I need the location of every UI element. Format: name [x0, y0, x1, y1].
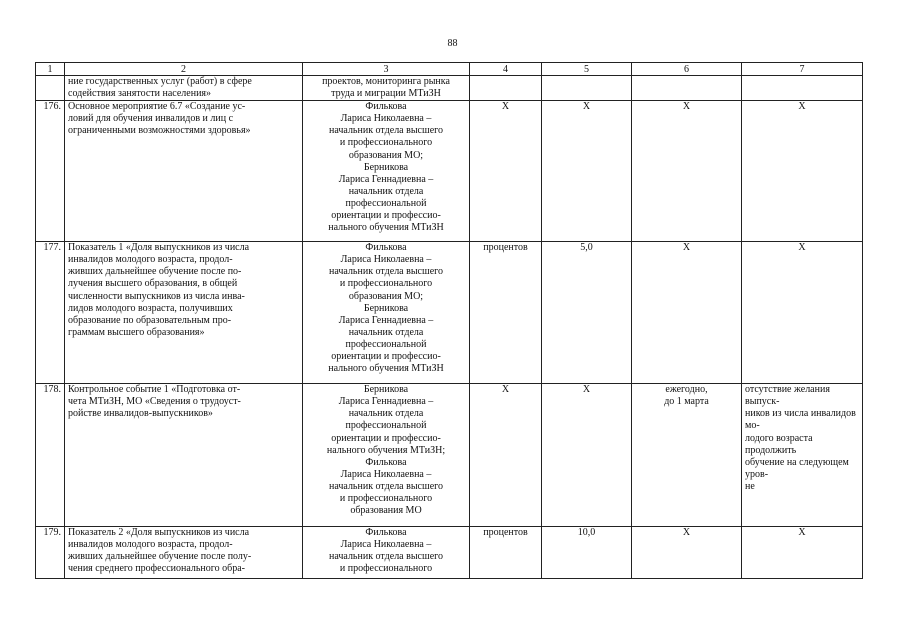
- plan-table: [35, 62, 863, 579]
- header-col-5: 5: [542, 63, 632, 76]
- row-unit: Х: [470, 101, 542, 242]
- row-deadline: Х: [632, 527, 742, 579]
- row-number: 178.: [36, 384, 65, 527]
- row-responsible: Филькова Лариса Николаевна – начальник отдела высшего и профессионального образования МО; Берникова Лариса Геннадиевна – начальник отдела профессиональной ориентации и профессио- нального обучения МТиЗН: [303, 242, 470, 384]
- table-row: [36, 384, 863, 527]
- row-deadline: Х: [632, 101, 742, 242]
- row-value: 10,0: [542, 527, 632, 579]
- header-col-7: 7: [742, 63, 863, 76]
- row-number: 177.: [36, 242, 65, 384]
- header-row: [36, 63, 863, 76]
- row-responsible: Филькова Лариса Николаевна – начальник отдела высшего и профессионального: [303, 527, 470, 579]
- table-row: [36, 242, 863, 384]
- row-result: Х: [742, 242, 863, 384]
- row-name: Контрольное событие 1 «Подготовка от- чета МТиЗН, МО «Сведения о трудоуст- ройстве инвалидов-выпускников»: [65, 384, 303, 527]
- continuation-num: [36, 76, 65, 101]
- continuation-name: ние государственных услуг (работ) в сфере содействия занятости населения»: [65, 76, 303, 101]
- row-deadline: ежегодно, до 1 марта: [632, 384, 742, 527]
- continuation-value: [542, 76, 632, 101]
- row-result: отсутствие желания выпуск- ников из числа инвалидов мо- лодого возраста продолжить обучение на следующем уров- не: [742, 384, 863, 527]
- row-value: 5,0: [542, 242, 632, 384]
- row-name: Показатель 1 «Доля выпускников из числа инвалидов молодого возраста, продол- живших дальнейшее обучение после по- лучения высшего образования, в общей численности выпускников из числа инва- лидов молодого возраста, получивших образование по образовательным про- граммам высшего образования»: [65, 242, 303, 384]
- header-col-6: 6: [632, 63, 742, 76]
- row-responsible: Филькова Лариса Николаевна – начальник отдела высшего и профессионального образования МО; Берникова Лариса Геннадиевна – начальник отдела профессиональной ориентации и профессио- нального обучения МТиЗН: [303, 101, 470, 242]
- table-row: [36, 101, 863, 242]
- row-responsible: Берникова Лариса Геннадиевна – начальник отдела профессиональной ориентации и профессио- нального обучения МТиЗН; Филькова Лариса Николаевна – начальник отдела высшего и профессионального образования МО: [303, 384, 470, 527]
- continuation-row: [36, 76, 863, 101]
- row-value: Х: [542, 101, 632, 242]
- table-row: [36, 527, 863, 579]
- row-name: Показатель 2 «Доля выпускников из числа инвалидов молодого возраста, продол- живших дальнейшее обучение после полу- чения среднего профессионального обра-: [65, 527, 303, 579]
- row-number: 176.: [36, 101, 65, 242]
- continuation-result: [742, 76, 863, 101]
- page-number: 88: [447, 38, 458, 49]
- row-name: Основное мероприятие 6.7 «Создание ус- ловий для обучения инвалидов и лиц с ограниченными возможностями здоровья»: [65, 101, 303, 242]
- continuation-deadline: [632, 76, 742, 101]
- header-col-1: 1: [36, 63, 65, 76]
- row-value: Х: [542, 384, 632, 527]
- row-result: Х: [742, 101, 863, 242]
- row-unit: процентов: [470, 242, 542, 384]
- header-col-4: 4: [470, 63, 542, 76]
- continuation-unit: [470, 76, 542, 101]
- continuation-responsible: проектов, мониторинга рынка труда и миграции МТиЗН: [303, 76, 470, 101]
- header-col-2: 2: [65, 63, 303, 76]
- row-deadline: Х: [632, 242, 742, 384]
- row-number: 179.: [36, 527, 65, 579]
- header-col-3: 3: [303, 63, 470, 76]
- row-unit: процентов: [470, 527, 542, 579]
- row-result: Х: [742, 527, 863, 579]
- row-unit: Х: [470, 384, 542, 527]
